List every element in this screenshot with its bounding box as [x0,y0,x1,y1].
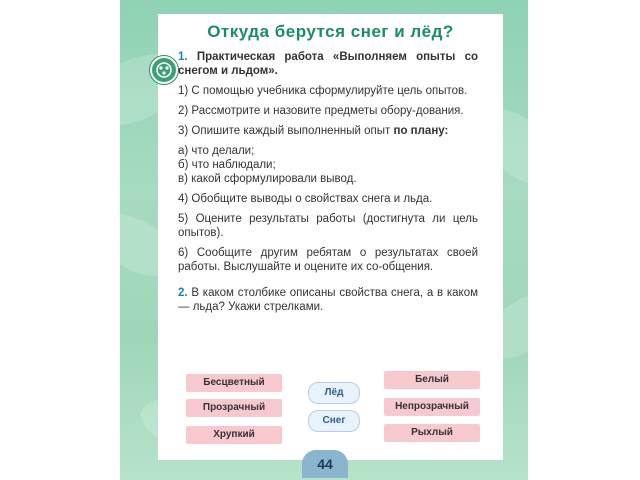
experiment-badge-icon [150,56,178,84]
task-text [178,50,478,320]
center-item-ice[interactable]: Лёд [308,382,360,404]
task2-text: 2. В каком столбике описаны свойства снега, а в каком — льда? Укажи стрелками. [178,287,478,313]
page-number: 44 [302,450,348,478]
right-property-2[interactable]: Непрозрачный [384,398,480,416]
right-property-1[interactable]: Белый [384,371,480,389]
left-property-1[interactable]: Бесцветный [186,374,282,392]
task1-step-1: 1) С помощью учебника сформулируйте цель опытов. [178,85,468,97]
task1-sub-a: а) что делали; [178,145,255,157]
task1-step-4: 4) Обобщите выводы о свойствах снега и льда. [178,193,433,205]
right-property-3[interactable]: Рыхлый [384,424,480,442]
textbook-page [120,0,528,480]
left-property-3[interactable]: Хрупкий [186,426,282,444]
task1-heading: 1. Практическая работа «Выполняем опыты со снегом и льдом». [178,51,478,77]
task1-sub-c: в) какой сформулировали вывод. [178,173,357,185]
center-item-snow[interactable]: Снег [308,410,360,432]
task1-step-6: 6) Сообщите другим ребятам о результатах своей работы. Выслушайте и оцените их со-общения. [178,247,478,273]
task1-step-3: 3) Опишите каждый выполненный опыт по плану: [178,125,449,137]
task1-sub-b: б) что наблюдали; [178,159,276,171]
task1-step-2: 2) Рассмотрите и назовите предметы обору-дования. [178,105,464,117]
left-property-2[interactable]: Прозрачный [186,399,282,417]
page-title: Откуда берутся снег и лёд? [207,22,454,41]
task1-step-5: 5) Оцените результаты работы (достигнута ли цель опытов). [178,213,478,239]
